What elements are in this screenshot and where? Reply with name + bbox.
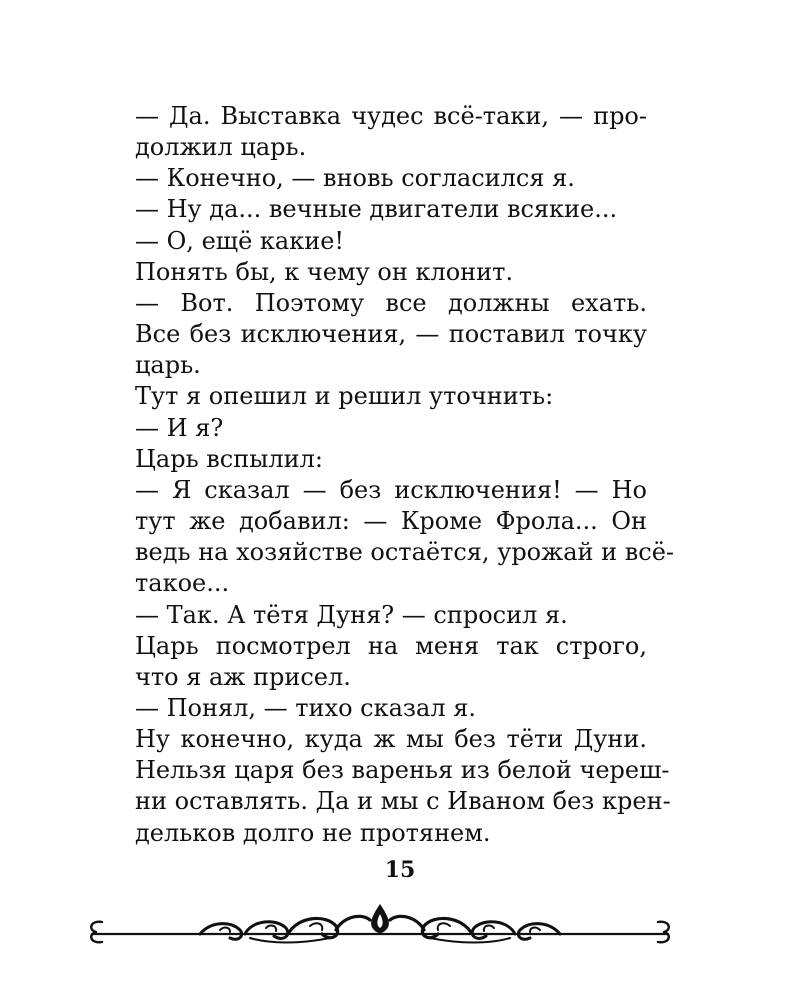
- page-text: [107, 101, 675, 849]
- text-line: ведь на хозяйстве остаётся, урожай и всё-: [135, 538, 675, 567]
- text-line: Царь вспылил:: [135, 444, 323, 473]
- text-line: — Да. Выставка чудес всё-таки, — про-: [135, 102, 647, 130]
- text-line: — Я сказал — без исключения! — Но: [135, 475, 647, 504]
- text-line: — О, ещё какие!: [135, 226, 345, 255]
- text-line: Царь посмотрел на меня так строго,: [135, 631, 647, 660]
- text-line: такое...: [135, 569, 230, 598]
- paragraph: [107, 413, 647, 444]
- text-line: — Ну да... вечные двигатели всякие...: [135, 195, 618, 224]
- text-line: Нельзя царя без варенья из белой череш-: [135, 756, 670, 785]
- text-line: Все без исключения, — поставил точку: [135, 320, 647, 349]
- paragraph: [107, 724, 671, 849]
- text-line: Ну конечно, куда ж мы без тёти Дуни.: [135, 725, 647, 754]
- paragraph: [107, 693, 647, 724]
- paragraph: [107, 444, 647, 475]
- text-line: царь.: [135, 351, 201, 380]
- paragraph: [107, 600, 647, 631]
- paragraph: [107, 226, 647, 257]
- text-line: — И я?: [135, 413, 224, 442]
- text-line: ни оставлять. Да и мы с Иваном без крен-: [135, 787, 671, 816]
- paragraph: [107, 381, 647, 412]
- paragraph: [107, 101, 647, 163]
- paragraph: [107, 163, 647, 194]
- text-line: тут же добавил: — Кроме Фрола... Он: [135, 507, 647, 536]
- paragraph: [107, 631, 647, 693]
- paragraph: [107, 194, 647, 225]
- text-line: — Понял, — тихо сказал я.: [135, 693, 476, 722]
- text-line: должил царь.: [135, 133, 307, 162]
- paragraph: [107, 257, 647, 288]
- text-line: дельков долго не протянем.: [135, 818, 491, 847]
- paragraph: [107, 288, 647, 381]
- text-line: — Вот. Поэтому все должны ехать.: [135, 288, 647, 317]
- page-number: 15: [384, 857, 416, 883]
- text-line: — Так. А тётя Дуня? — спросил я.: [135, 600, 568, 629]
- text-line: Тут я опешил и решил уточнить:: [135, 382, 554, 411]
- text-line: что я аж присел.: [135, 662, 351, 691]
- text-line: — Конечно, — вновь согласился я.: [135, 164, 575, 193]
- decorative-ornament: [80, 890, 680, 950]
- paragraph: [107, 475, 675, 600]
- text-line: Понять бы, к чему он клонит.: [135, 257, 514, 286]
